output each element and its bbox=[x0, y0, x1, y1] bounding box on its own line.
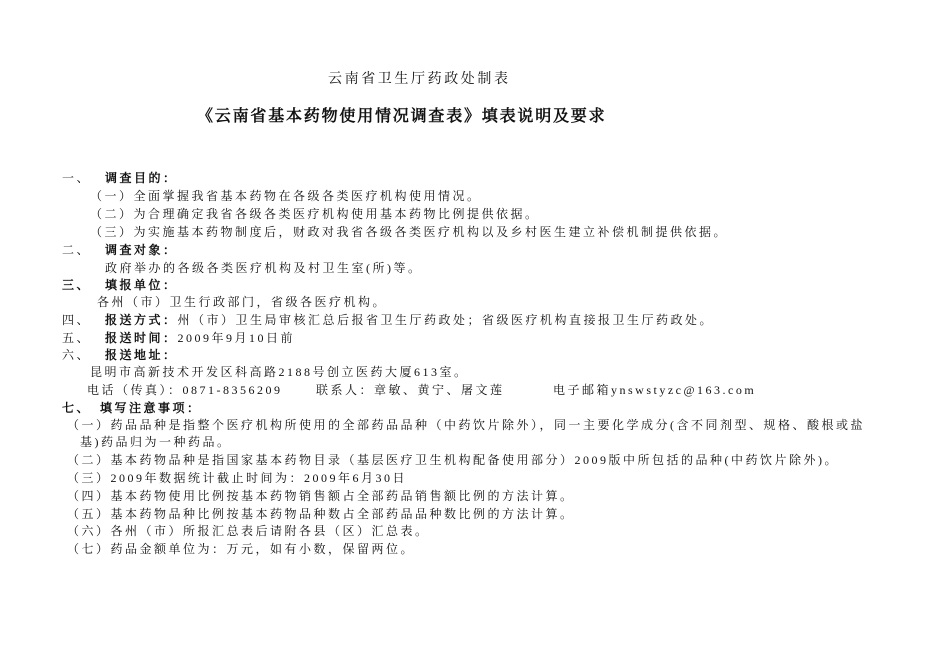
issuer-line: 云南省卫生厅药政处制表 bbox=[328, 72, 511, 87]
purpose-item: （二）为合理确定我省各级各类医疗机构使用基本药物比例提供依据。 bbox=[90, 207, 540, 221]
section-number: 六、 bbox=[62, 348, 92, 362]
notes-item: （二）基本药物品种是指国家基本药物目录（基层医疗卫生机构配备使用部分）2009版中所包括的品种(中药饮片除外)。 bbox=[67, 453, 839, 467]
section-submission-time-row bbox=[62, 330, 295, 346]
notes-item: （一）药品品种是指整个医疗机构所使用的全部药品品种（中药饮片除外），同一主要化学成分(含不同剂型、规格、酸根或盐 bbox=[67, 418, 866, 432]
section-address-heading-row bbox=[62, 347, 178, 363]
section-number: 五、 bbox=[62, 331, 92, 345]
section-number: 三、 bbox=[62, 278, 92, 292]
email-address: 电子邮箱ynswstyzc@163.com bbox=[553, 383, 757, 397]
section-submission-method-row bbox=[62, 312, 714, 328]
notes-item: （三）2009年数据统计截止时间为：2009年6月30日 bbox=[67, 471, 408, 485]
document-title: 《云南省基本药物使用情况调查表》填表说明及要求 bbox=[197, 108, 607, 125]
section-heading: 填写注意事项： bbox=[100, 401, 202, 415]
notes-item: （五）基本药物品种比例按基本药物品种数占全部药品品种数比例的方法计算。 bbox=[67, 507, 575, 521]
contact-persons: 联系人：章敏、黄宁、屠文莲 bbox=[316, 383, 505, 397]
section-subjects-heading-row bbox=[62, 242, 178, 258]
submission-method-text: 州（市）卫生局审核汇总后报省卫生厅药政处；省级医疗机构直接报卫生厅药政处。 bbox=[177, 313, 715, 327]
contact-row bbox=[0, 382, 950, 398]
section-reporting-units-heading-row bbox=[62, 277, 178, 293]
section-heading: 调查对象： bbox=[105, 243, 178, 257]
purpose-item: （三）为实施基本药物制度后，财政对我省各级各类医疗机构以及乡村医生建立补偿机制提供依据。 bbox=[90, 225, 729, 239]
section-heading: 报送地址： bbox=[105, 348, 178, 362]
section-number: 一、 bbox=[62, 171, 92, 185]
notes-item: （七）药品金额单位为：万元，如有小数，保留两位。 bbox=[67, 542, 416, 556]
subjects-text: 政府举办的各级各类医疗机构及村卫生室(所)等。 bbox=[105, 261, 423, 275]
notes-item: （六）各州（市）所报汇总表后请附各县（区）汇总表。 bbox=[67, 524, 430, 538]
section-number: 七、 bbox=[62, 401, 92, 415]
address-street: 昆明市高新技术开发区科高路2188号创立医药大厦613室。 bbox=[90, 365, 469, 379]
section-number: 四、 bbox=[62, 313, 92, 327]
section-heading: 报送方式： bbox=[105, 313, 178, 327]
reporting-units-text: 各州（市）卫生行政部门，省级各医疗机构。 bbox=[97, 295, 388, 309]
notes-item: （四）基本药物使用比例按基本药物销售额占全部药品销售额比例的方法计算。 bbox=[67, 489, 575, 503]
section-heading: 报送时间： bbox=[105, 331, 178, 345]
phone-fax: 电话（传真）：0871-8356209 bbox=[87, 383, 283, 397]
section-heading: 调查目的： bbox=[105, 171, 178, 185]
section-heading: 填报单位： bbox=[105, 278, 178, 292]
purpose-item: （一）全面掌握我省基本药物在各级各类医疗机构使用情况。 bbox=[90, 189, 482, 203]
section-number: 二、 bbox=[62, 243, 92, 257]
notes-item-continuation: 基)药品归为一种药品。 bbox=[80, 435, 232, 449]
submission-time-text: 2009年9月10日前 bbox=[177, 331, 296, 345]
section-notes-heading-row bbox=[62, 400, 202, 416]
section-purpose-heading-row bbox=[62, 170, 178, 186]
